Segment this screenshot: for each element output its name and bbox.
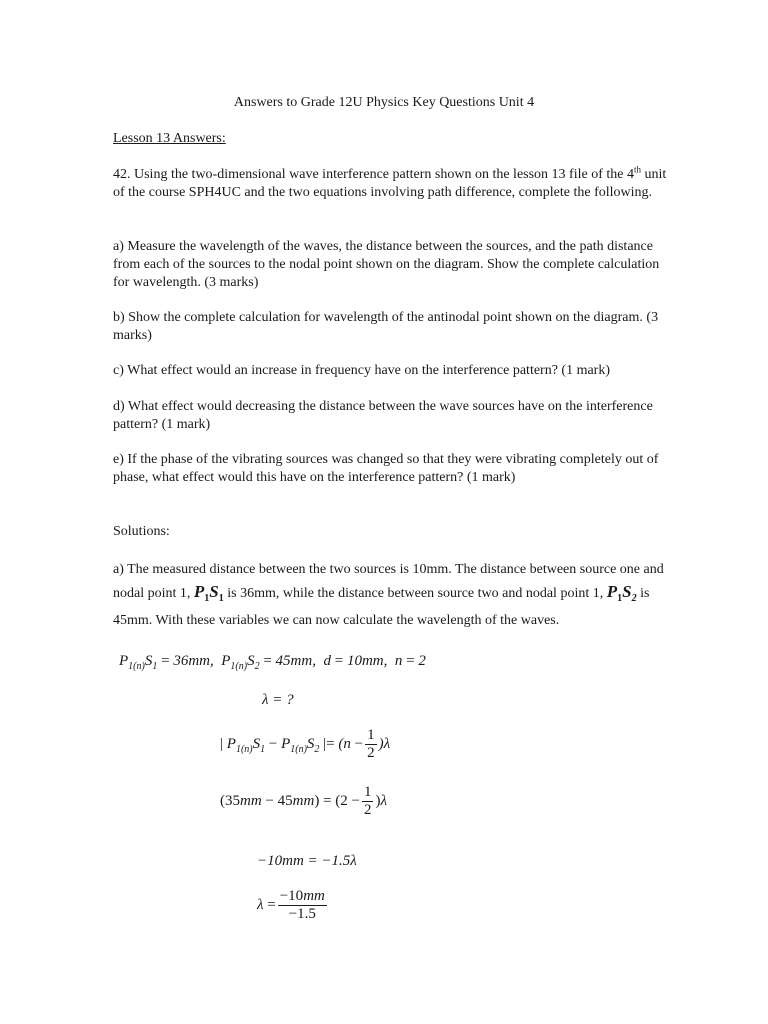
question-d: d) What effect would decreasing the distance between the wave sources have on the interference pattern? (1 mark) <box>113 399 653 432</box>
solution-a-text1: a) The measured distance between the two sources is 10mm. The distance between source one and nodal point 1, <box>113 562 664 601</box>
question-42-sup: th <box>633 164 641 175</box>
question-42 <box>113 166 673 202</box>
question-42-part2: unit of the course SPH4UC and the two equations involving path difference, complete the following. <box>113 167 667 200</box>
equation-lambda-unknown: λ = ? <box>262 692 294 708</box>
question-a: a) Measure the wavelength of the waves, the distance between the sources, and the path distance from each of the sources to the nodal point shown on the diagram. Show the complete calculation for wavelength. (3 marks) <box>113 239 660 290</box>
document-title: Answers to Grade 12U Physics Key Questions Unit 4 <box>233 95 535 110</box>
question-e: e) If the phase of the vibrating sources was changed so that they were vibrating completely out of phase, what effect would this have on the interference pattern? (1 mark) <box>113 452 659 485</box>
equation-path-difference-text <box>220 727 221 728</box>
p1s2-symbol: $P_1S_2$ <box>606 582 637 604</box>
p1s1-symbol: $P_1S_1$ <box>193 582 224 604</box>
solution-a-text3: is 45mm. With these variables we can now calculate the wavelength of the waves. <box>113 586 650 628</box>
question-c: c) What effect would an increase in frequency have on the interference pattern? (1 mark) <box>113 363 611 378</box>
solution-a-text2: is 36mm, while the distance between source two and nodal point 1, <box>223 586 607 601</box>
equation-substituted-text <box>220 784 221 785</box>
solution-a <box>113 559 673 632</box>
question-b: b) Show the complete calculation for wavelength of the antinodal point shown on the diagram. (3 marks) <box>113 310 659 343</box>
question-42-part1: 42. Using the two-dimensional wave interference pattern shown on the lesson 13 file of the 4 <box>113 167 634 182</box>
solutions-heading: Solutions: <box>113 524 170 539</box>
equation-solved-text <box>257 888 258 889</box>
equation-path-difference: | $P_{1(n)}S_1 - P_{1(n)}S_2$ |= (n − $\frac{1}{2}$ )λ <box>220 727 391 761</box>
equation-simplified: −10mm = −1.5λ <box>257 853 357 869</box>
equation-givens: $P_{1(n)}S_1 = 36mm$, $P_{1(n)}S_2 = 45mm$, d = 10mm, n = 2 <box>119 653 426 672</box>
equation-solved: λ = $\frac{-10mm}{-1.5}$ <box>257 888 325 922</box>
lesson-heading: Lesson 13 Answers: <box>113 131 226 146</box>
equation-givens-text <box>119 652 120 653</box>
equation-substituted: (35mm − 45mm) = (2 − $\frac{1}{2}$ )λ <box>220 784 387 818</box>
